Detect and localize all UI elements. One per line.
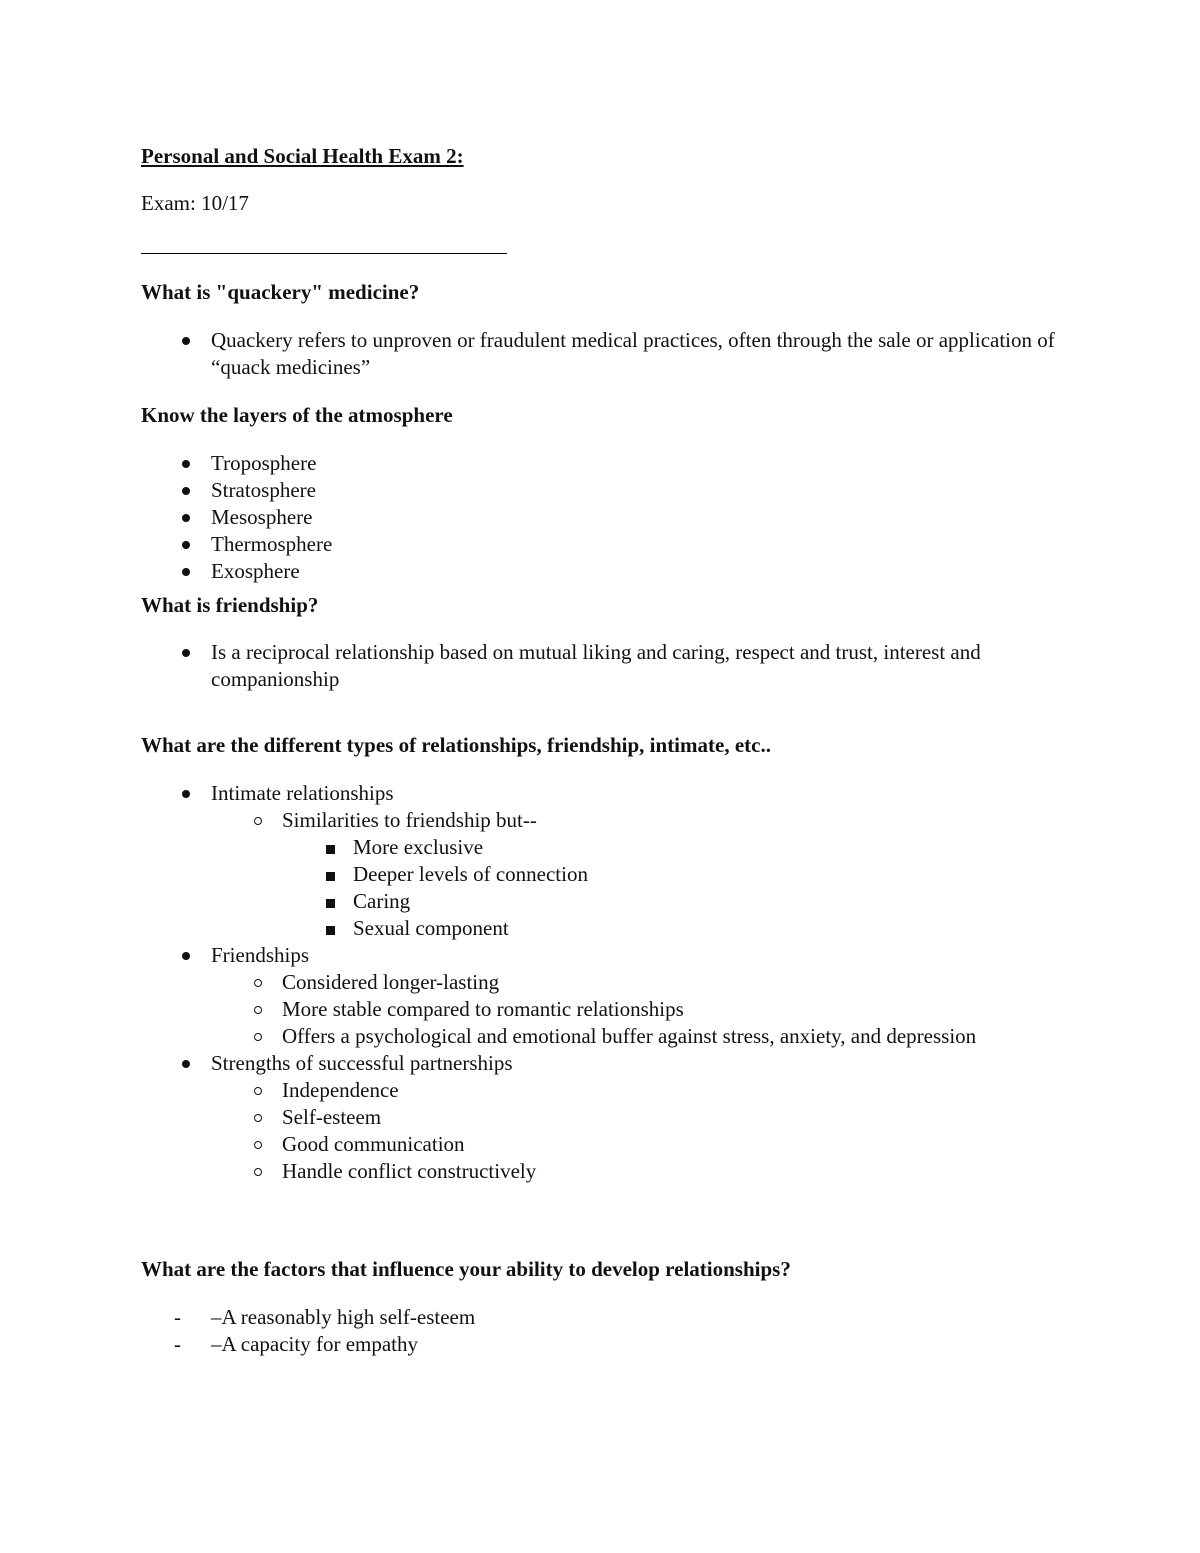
list-item: Exosphere xyxy=(141,558,1061,585)
circle-bullet-icon xyxy=(254,1141,262,1149)
list-item: Offers a psychological and emotional buffer against stress, anxiety, and depression xyxy=(211,1023,1061,1050)
friendship-heading: What is friendship? xyxy=(141,593,319,617)
list-item: Handle conflict constructively xyxy=(211,1158,1061,1185)
list-item: - –A capacity for empathy xyxy=(174,1332,419,1356)
list-item: Intimate relationships Similarities to friendship but-- More exclusive Deeper levels of connection Caring Sexual component xyxy=(141,780,1061,942)
relationship-types-list xyxy=(141,780,1061,1185)
dash-bullet-icon: - xyxy=(174,1332,181,1356)
circle-bullet-icon xyxy=(254,1087,262,1095)
list-item: Troposphere xyxy=(141,450,1061,477)
factors-heading: What are the factors that influence your ability to develop relationships? xyxy=(141,1257,791,1281)
bullet-icon xyxy=(182,568,190,576)
relationship-types-heading: What are the different types of relationships, friendship, intimate, etc.. xyxy=(141,733,771,757)
bullet-icon xyxy=(182,487,190,495)
list-item: Independence xyxy=(211,1077,1061,1104)
list-item: Is a reciprocal relationship based on mutual liking and caring, respect and trust, interest and companionship xyxy=(141,639,1061,693)
list-item: Mesosphere xyxy=(141,504,1061,531)
quackery-list xyxy=(141,327,1061,381)
bullet-icon xyxy=(182,541,190,549)
bullet-icon xyxy=(182,1060,190,1068)
sub-sub-list xyxy=(282,834,1061,942)
list-item: Caring xyxy=(282,888,1061,915)
list-item: Strengths of successful partnerships Independence Self-esteem Good communication Handle conflict constructively xyxy=(141,1050,1061,1185)
list-item: Stratosphere xyxy=(141,477,1061,504)
quackery-heading: What is "quackery" medicine? xyxy=(141,280,420,304)
list-item: Sexual component xyxy=(282,915,1061,942)
dash-bullet-icon: - xyxy=(174,1305,181,1329)
bullet-icon xyxy=(182,952,190,960)
list-item: More stable compared to romantic relationships xyxy=(211,996,1061,1023)
circle-bullet-icon xyxy=(254,817,262,825)
list-item: Considered longer-lasting xyxy=(211,969,1061,996)
list-item: Quackery refers to unproven or fraudulent medical practices, often through the sale or application of “quack medicines” xyxy=(141,327,1061,381)
exam-date: Exam: 10/17 xyxy=(141,191,249,215)
list-item: Good communication xyxy=(211,1131,1061,1158)
circle-bullet-icon xyxy=(254,1006,262,1014)
circle-bullet-icon xyxy=(254,1114,262,1122)
bullet-icon xyxy=(182,649,190,657)
list-item: More exclusive xyxy=(282,834,1061,861)
circle-bullet-icon xyxy=(254,979,262,987)
square-bullet-icon xyxy=(326,872,335,881)
square-bullet-icon xyxy=(326,845,335,854)
friendship-list xyxy=(141,639,1061,693)
list-item: Thermosphere xyxy=(141,531,1061,558)
factors-list xyxy=(141,1304,1061,1358)
bullet-icon xyxy=(182,790,190,798)
document-title: Personal and Social Health Exam 2: xyxy=(141,144,464,168)
circle-bullet-icon xyxy=(254,1033,262,1041)
list-item: - –A reasonably high self-esteem xyxy=(174,1305,476,1329)
horizontal-rule xyxy=(141,253,507,254)
bullet-icon xyxy=(182,337,190,345)
atmosphere-list xyxy=(141,450,1061,585)
square-bullet-icon xyxy=(326,926,335,935)
list-item: Similarities to friendship but-- More exclusive Deeper levels of connection Caring Sexual component xyxy=(211,807,1061,942)
list-item: Self-esteem xyxy=(211,1104,1061,1131)
bullet-icon xyxy=(182,460,190,468)
square-bullet-icon xyxy=(326,899,335,908)
sub-list xyxy=(211,969,1061,1050)
atmosphere-heading: Know the layers of the atmosphere xyxy=(141,403,453,427)
list-item: Friendships Considered longer-lasting More stable compared to romantic relationships Offers a psychological and emotional buffer against stress, anxiety, and depression xyxy=(141,942,1061,1050)
sub-list xyxy=(211,807,1061,942)
document-content xyxy=(141,143,1061,1358)
sub-list xyxy=(211,1077,1061,1185)
bullet-icon xyxy=(182,514,190,522)
list-item: Deeper levels of connection xyxy=(282,861,1061,888)
circle-bullet-icon xyxy=(254,1168,262,1176)
